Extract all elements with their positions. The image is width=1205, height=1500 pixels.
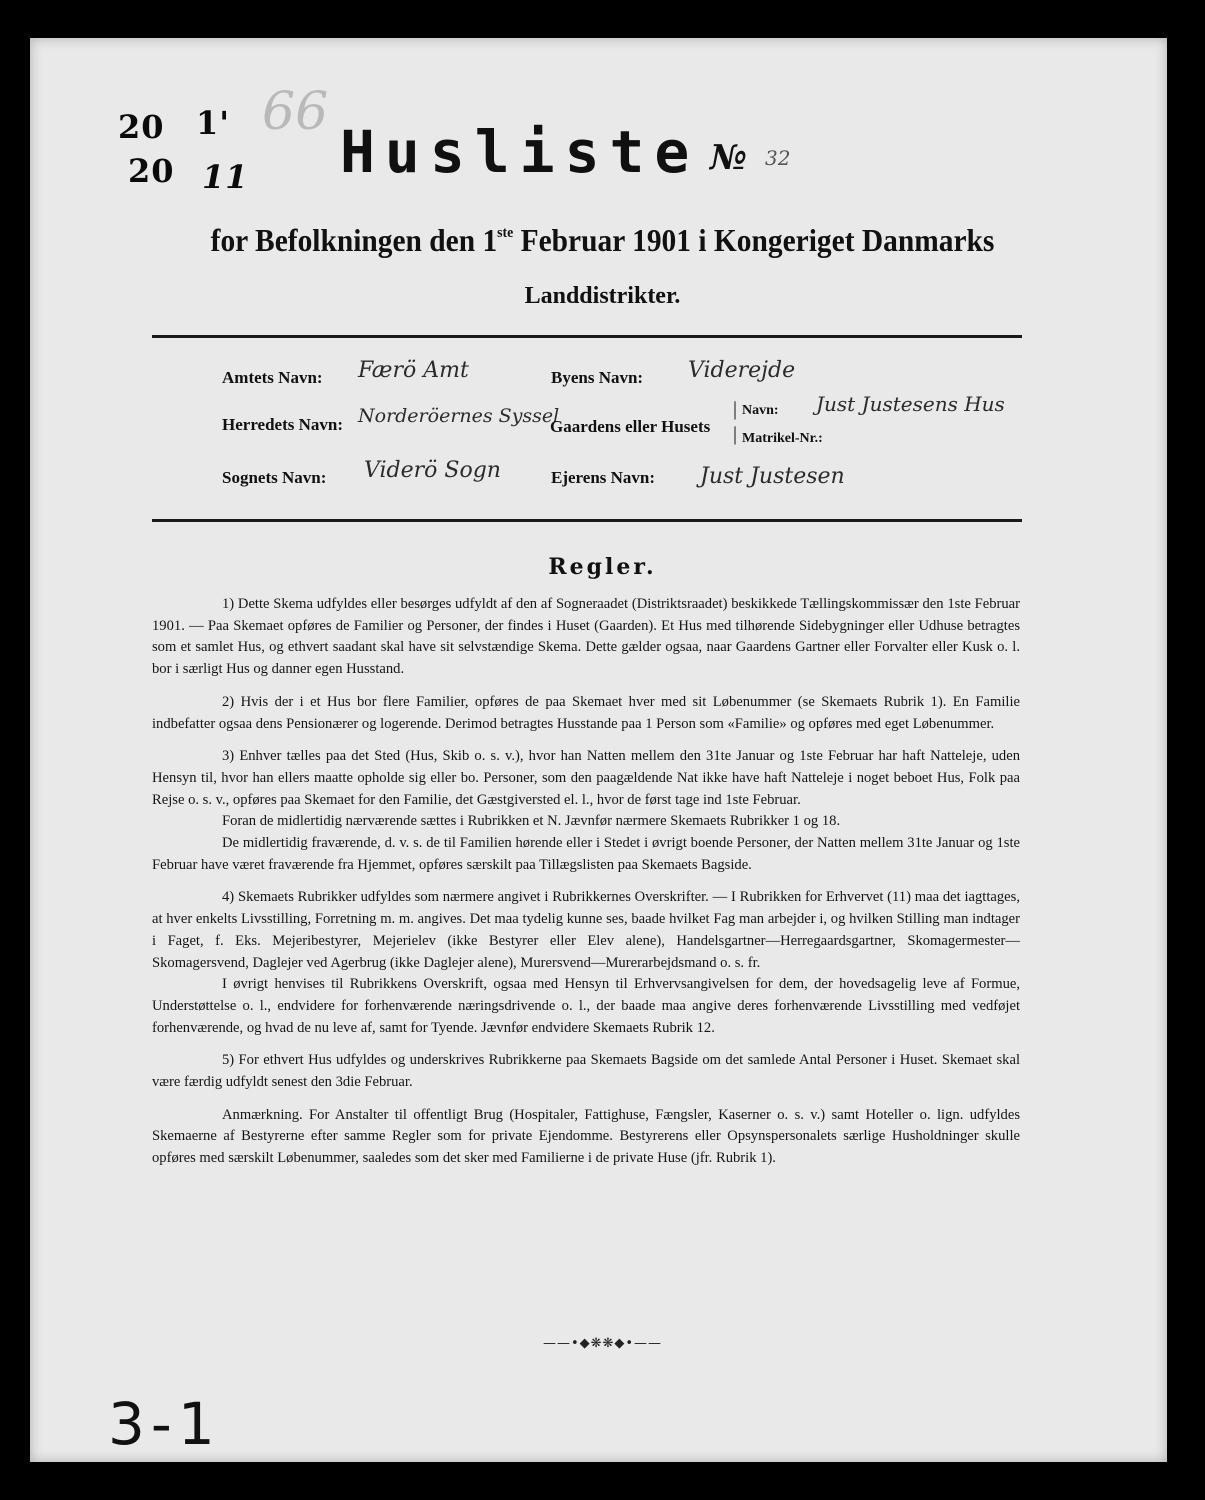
stamp-line2-sub: 11: [202, 158, 249, 196]
top-rule: [152, 335, 1022, 338]
navn-label: Navn:: [742, 403, 779, 418]
stamp-line2-number: 20: [128, 152, 175, 190]
rule-3-fravaerende: De midlertidig fraværende, d. v. s. de til Familien hørende eller i Stedet i øvrigt boende Personer, der Natten mellem 31te Januar og 1ste Februar have været fraværende fra Hjemmet, opføres særskilt paa Tillægslisten paa Skemaets Bagside.: [152, 835, 1020, 873]
ejer-label: Ejerens Navn:: [551, 468, 656, 487]
house-list-number: 32: [765, 146, 791, 170]
corner-mark: 3-1: [108, 1390, 221, 1458]
bracket-top: |: [733, 398, 738, 420]
rule-3-foran: Foran de midlertidig nærværende sættes i Rubrikken et N. Jævnfør nærmere Skemaets Rubrikker 1 og 18.: [222, 813, 841, 830]
number-symbol: №: [710, 138, 747, 178]
rule-4-ovrigt: I øvrigt henvises til Rubrikkens Overskrift, ogsaa med Hensyn til Erhvervsangivelsen for dem, der hovedsagelig leve af Formue, Understøttelse o. l., endvidere for forhenværende næringsdrivende o. l., der baade maa angive deres forhenværende Livsstilling med vedføjet forhenværende, og hvad de nu leve af, samt for Tyende. Jævnfør endvidere Skemaets Rubrik 12.: [152, 976, 1020, 1036]
rule-3: 3) Enhver tælles paa det Sted (Hus, Skib o. s. v.), hvor han Natten mellem den 31te Januar og 1ste Februar har haft Natteleje, uden Hensyn til, hvor han ellers maatte opholde sig eller bo. Personer, som den paagældende Nat ikke have haft Natteleje i noget beboet Hus, Folk paa Rejse o. s. v., opføres paa Skemaet for den Familie, det Gæstgiversted el. l., hvor de først tage ind 1ste Februar.: [152, 748, 1020, 808]
herred-value[interactable]: Norderöernes Syssel: [358, 405, 560, 427]
subtitle-pre: for Befolkningen den 1: [210, 222, 498, 258]
navn-value[interactable]: Just Justesens Hus: [816, 392, 1005, 416]
bracket-bottom: |: [733, 423, 738, 445]
gaard-label: Gaardens eller Husets: [550, 417, 711, 436]
rule-2: 2) Hvis der i et Hus bor flere Familier, opføres de paa Skemaet hver med sit Løbenummer (se Skemaets Rubrik 1). En Familie indbefatter ogsaa dens Pensionærer og logerende. Derimod betragtes Husstande paa 1 Person som «Familie» og opføres med eget Løbenummer.: [152, 693, 1020, 732]
herred-label: Herredets Navn:: [222, 415, 344, 434]
rule-1: 1) Dette Skema udfyldes eller besørges udfyldt af den af Sogneraadet (Distriktsraadet) beskikkede Tællingskommissær den 1ste Februar 1901. — Paa Skemaet opføres de Familier og Personer, der findes i Huset (Gaarden). Et Hus med tilhørende Sidebygninger eller Udhuse betragtes som et samlet Hus, og ethvert saadant skal have sit selvstændige Skema. Dette gælder ogsaa, naar Gaardens Gartner eller Forvalter eller Kusk o. l. bor i særligt Hus og danner egen Husstand.: [152, 596, 1020, 678]
rule-4: 4) Skemaets Rubrikker udfyldes som nærmere angivet i Rubrikkernes Overskrifter. — I Rubrikken for Erhvervet (11) maa det iagttages, at hver enkelts Livsstilling, Forretning m. m. angives. Det maa tydelig kunne ses, baade hvilket Fag man arbejder i, og hvilken Stilling man indtager i Faget, f. Eks. Mejeribestyrer, Mejerielev (ikke Bestyrer eller Elev alene), Handelsgartner—Herregaardsgartner, Skomagermester—Skomagersvend, Daglejer ved Agerbrug (ikke Daglejer alene), Murersvend—Murerarbejdsmand o. s. fr.: [152, 889, 1020, 971]
sogn-label: Sognets Navn:: [222, 468, 327, 487]
subtitle-post: Februar 1901 i Kongeriget Danmarks: [513, 222, 995, 258]
subtitle: [48, 222, 1157, 259]
by-value[interactable]: Viderejde: [688, 358, 796, 383]
amt-label: Amtets Navn:: [222, 368, 323, 387]
stamp-line1-sub: 1': [196, 104, 231, 142]
by-label: Byens Navn:: [551, 368, 644, 387]
bottom-rule: [152, 519, 1022, 522]
amt-value[interactable]: Færö Amt: [358, 358, 469, 383]
sogn-value[interactable]: Viderö Sogn: [364, 458, 501, 483]
matrikel-label: Matrikel-Nr.:: [742, 431, 823, 446]
pencil-mark: 66: [262, 82, 329, 142]
page-title: Husliste: [340, 118, 700, 186]
rule-5: 5) For ethvert Hus udfyldes og underskrives Rubrikkerne paa Skemaets Bagside om det samlede Antal Personer i Huset. Skemaet skal være færdig udfyldt senest den 3die Februar.: [152, 1052, 1020, 1091]
rules-title: Regler.: [548, 554, 657, 580]
ejer-value[interactable]: Just Justesen: [700, 464, 845, 489]
stamp-line1-number: 20: [118, 108, 165, 146]
note: Anmærkning. For Anstalter til offentligt Brug (Hospitaler, Fattighuse, Fængsler, Kaserner o. s. v.) samt Hoteller o. lign. udfyldes Skemaerne af Bestyrerne efter samme Regler som for private Ejendomme. Bestyrerens eller Opsynspersonalets særlige Husholdninger skulle opføres med særskilt Løbenummer, saaledes som det sker med Familierne i de private Huse (jfr. Rubrik 1).: [152, 1106, 1020, 1167]
ornament: ——•◆❋❋◆•——: [542, 1336, 663, 1351]
rules-body: [152, 594, 1020, 1170]
subtitle-sup: ste: [497, 225, 514, 241]
subtitle-district: Landdistrikter.: [524, 283, 681, 309]
